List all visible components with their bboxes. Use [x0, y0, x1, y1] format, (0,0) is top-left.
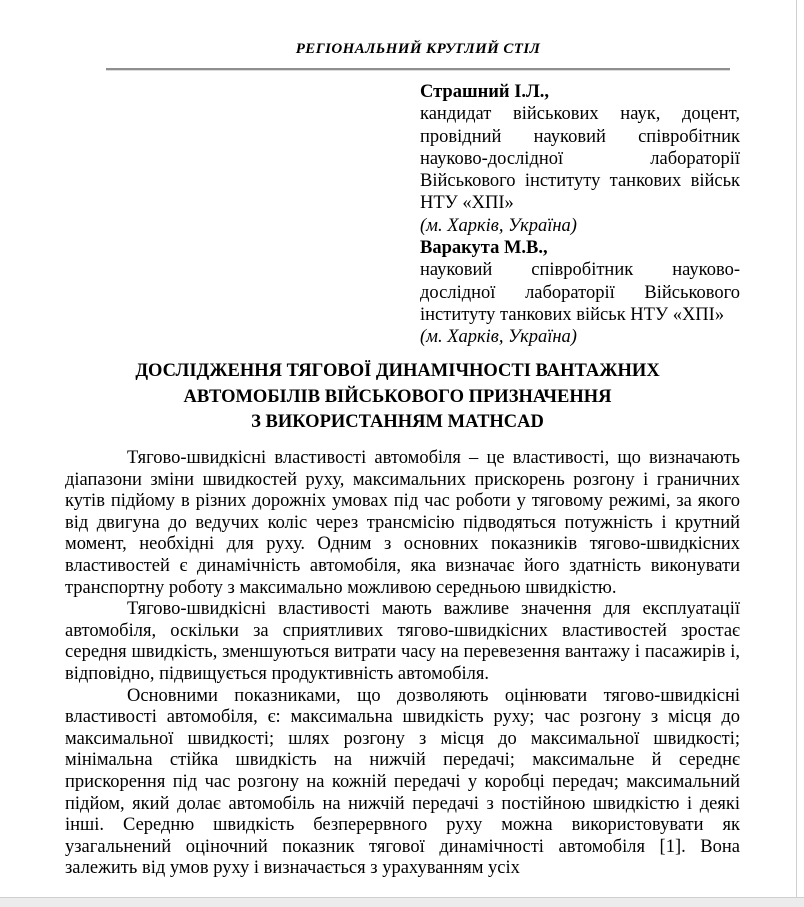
authors-block [420, 81, 740, 349]
author-affiliation: кандидат військових наук, доцент, провідний науковий співробітник науково-дослідної лабораторії Військового інституту танкових військ НТУ «ХПІ» [420, 104, 740, 214]
author-location: (м. Харків, Україна) [420, 327, 577, 348]
article-title-line: З ВИКОРИСТАННЯМ MATHCAD [251, 412, 544, 432]
header-rule [106, 68, 730, 71]
author-affiliation: науковий співробітник науково-дослідної лабораторії Військового інституту танкових військ НТУ «ХПІ» [420, 260, 740, 325]
body-paragraph: Тягово-швидкісні властивості автомобіля – це властивості, що визначають діапазони зміни швидкостей руху, максимальних прискорень розгону і граничних кутів підйому в різних дорожніх умовах під час роботи у тяговому режимі, за якого від двигуна до ведучих коліс через трансмісію підводяться потужність і крутний момент, необхідні для руху. Одним з основних показників тягово-швидкісних властивостей є динамічність автомобіля, яка визначає його здатність виконувати транспортну роботу з максимально можливою середньою швидкістю. [65, 448, 740, 598]
running-header: РЕГІОНАЛЬНИЙ КРУГЛИЙ СТІЛ [295, 41, 541, 57]
body-paragraph: Тягово-швидкісні властивості мають важливе значення для експлуатації автомобіля, оскільки за сприятливих тягово-швидкісних властивостей зростає середня швидкість, зменшуються витрати часу на перевезення вантажу і пасажирів і, відповідно, підвищується продуктивність автомобіля. [65, 599, 740, 684]
author-name: Страшний І.Л., [420, 82, 550, 102]
article-title-line: ДОСЛІДЖЕННЯ ТЯГОВОЇ ДИНАМІЧНОСТІ ВАНТАЖНИХ [135, 361, 660, 381]
article-body [65, 448, 740, 880]
article-title-line: АВТОМОБІЛІВ ВІЙСЬКОВОГО ПРИЗНАЧЕННЯ [183, 386, 612, 407]
author-entry [420, 81, 740, 237]
article-title [60, 359, 735, 436]
author-location: (м. Харків, Україна) [420, 215, 577, 236]
author-name: Варакута М.В., [420, 238, 548, 259]
body-paragraph: Основними показниками, що дозволяють оцінювати тягово-швидкісні властивості автомобіля, є: максимальна швидкість руху; час розгону з місця до максимальної швидкості; шлях розгону з місця до максимальної швидкості; мінімальна стійка швидкість на нижчій передачі; максимальне й середнє прискорення під час розгону на кожній передачі у коробці передач; максимальний підйом, який долає автомобіль на нижчій передачі з постійною швидкістю і деякі інші. Середню швидкість безперервного руху можна використовувати як узагальнений оціночний показник тягової динамічності автомобіля [1]. Вона залежить від умов руху і визначається з урахуванням усіх [65, 685, 740, 879]
author-entry [420, 237, 740, 348]
page-edge-bottom [0, 897, 804, 907]
page-edge-right [796, 0, 797, 907]
